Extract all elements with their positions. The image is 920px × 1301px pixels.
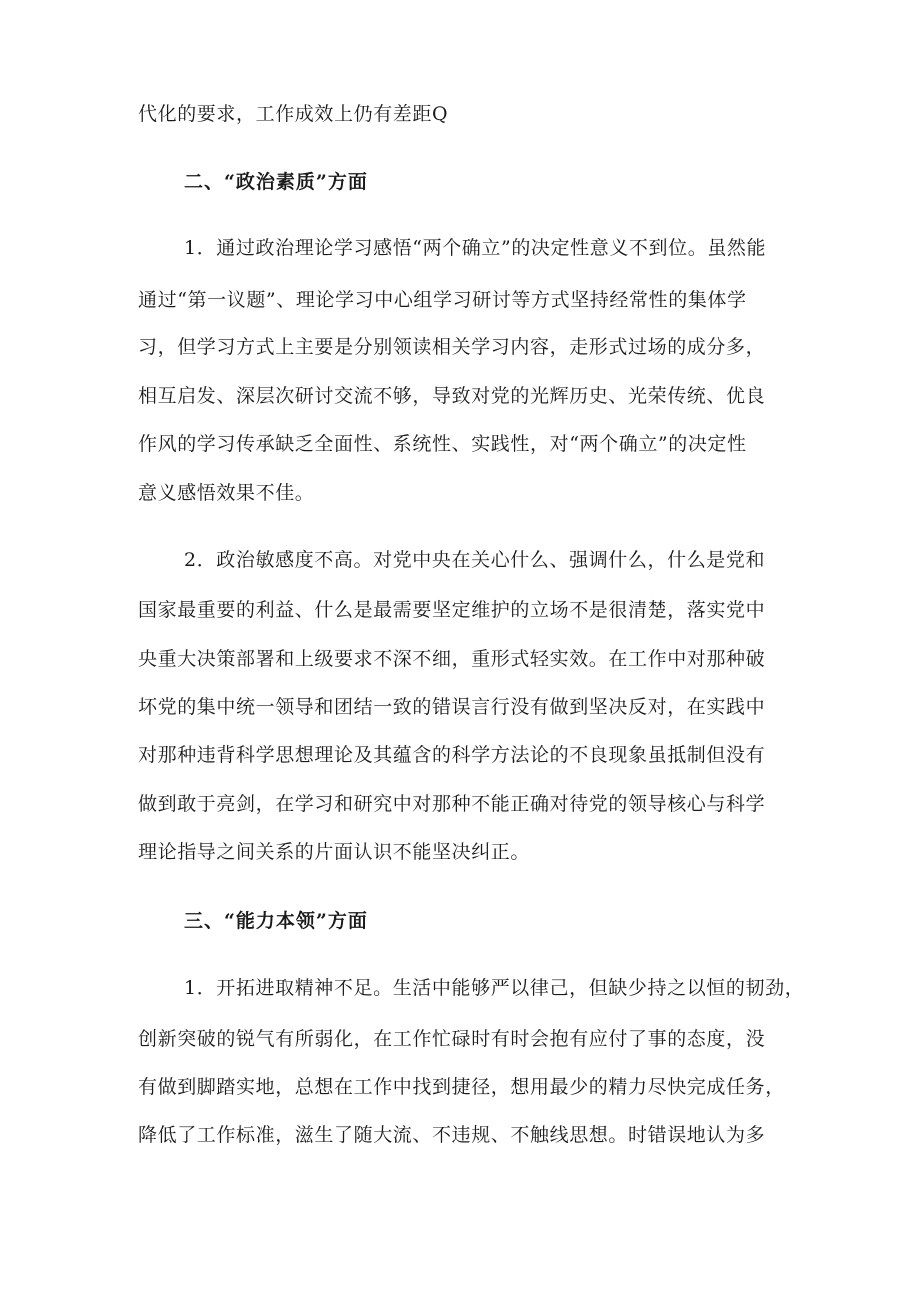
paragraph-line: 降低了工作标准，滋生了随大流、不违规、不触线思想。时错误地认为多 <box>138 1124 766 1146</box>
paragraph-line: 相互启发、深层次研讨交流不够，导致对党的光辉历史、光荣传统、优良 <box>138 385 766 407</box>
paragraph-line: 作风的学习传承缺乏全面性、系统性、实践性，对“两个确立”的决定性 <box>138 433 747 455</box>
paragraph-line: 国家最重要的利益、什么是最需要坚定维护的立场不是很清楚，落实党中 <box>138 599 766 621</box>
paragraph-line: 央重大决策部署和上级要求不深不细，重形式轻实效。在工作中对那种破 <box>138 648 766 670</box>
paragraph-line: 1．开拓进取精神不足。生活中能够严以律己，但缺少持之以恒的韧劲， <box>184 977 805 999</box>
opening-line: 代化的要求，工作成效上仍有差距Q <box>138 103 449 125</box>
paragraph-line: 坏党的集中统一领导和团结一致的错误言行没有做到坚决反对，在实践中 <box>138 696 766 718</box>
paragraph-line: 理论指导之间关系的片面认识不能坚决纠正。 <box>138 841 531 863</box>
paragraph-line: 意义感悟效果不佳。 <box>138 482 315 504</box>
paragraph-line: 对那种违背科学思想理论及其蕴含的科学方法论的不良现象虽抵制但没有 <box>138 744 766 766</box>
paragraph-line: 通过“第一议题”、理论学习中心组学习研讨等方式坚持经常性的集体学 <box>138 289 747 311</box>
paragraph-line: 创新突破的锐气有所弱化，在工作忙碌时有时会抱有应付了事的态度，没 <box>138 1028 766 1050</box>
paragraph-line: 有做到脚踏实地，总想在工作中找到捷径，想用最少的精力尽快完成任务， <box>138 1076 785 1098</box>
paragraph-line: 1．通过政治理论学习感悟“两个确立”的决定性意义不到位。虽然能 <box>184 237 767 259</box>
section-heading-ability: 三、“能力本领”方面 <box>184 910 368 932</box>
section-heading-political: 二、“政治素质”方面 <box>184 171 368 193</box>
paragraph-line: 2．政治敏感度不高。对党中央在关心什么、强调什么，什么是党和 <box>184 549 766 571</box>
paragraph-line: 习，但学习方式上主要是分别领读相关学习内容，走形式过场的成分多， <box>138 336 766 358</box>
paragraph-line: 做到敢于亮剑，在学习和研究中对那种不能正确对待党的领导核心与科学 <box>138 793 766 815</box>
